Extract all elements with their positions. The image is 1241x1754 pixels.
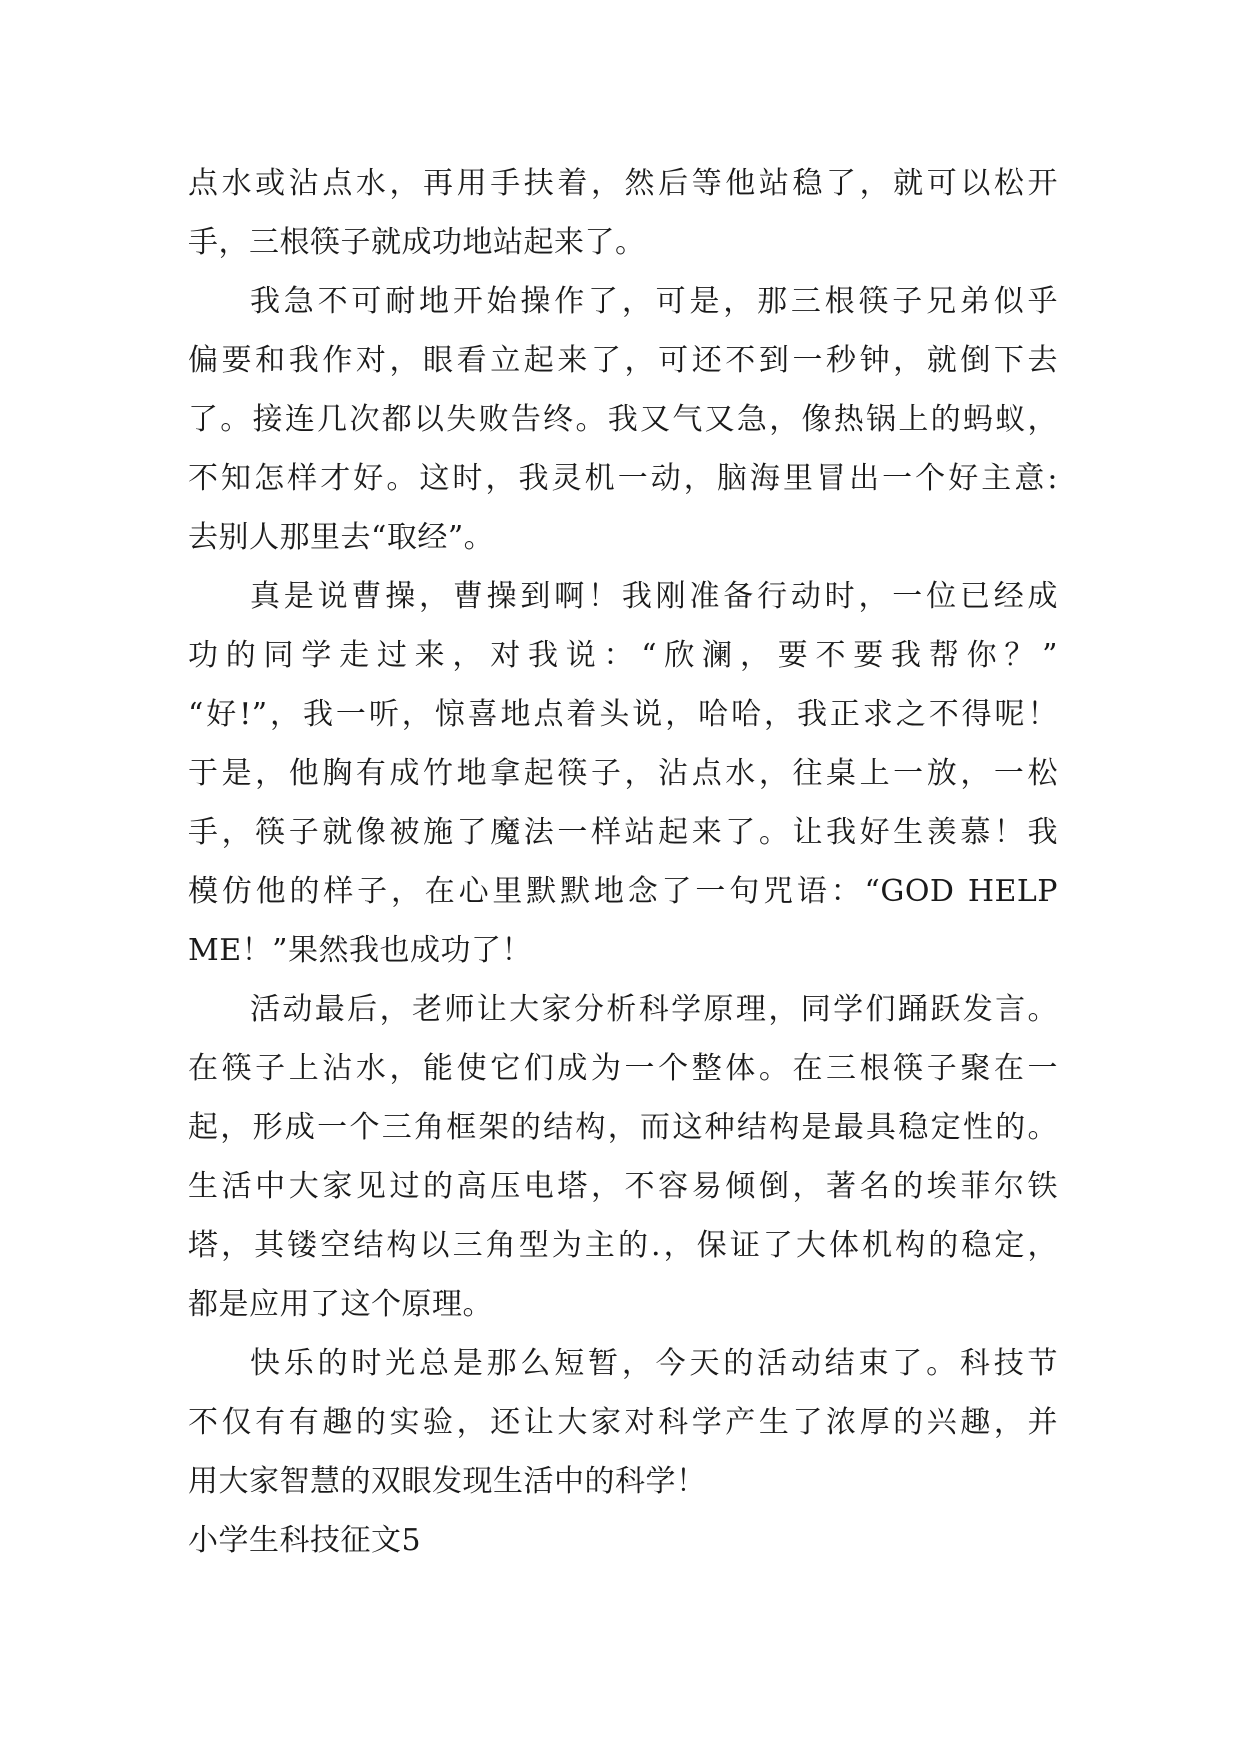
text-line: 点水或沾点水，再用手扶着，然后等他站稳了，就可以松开 [188, 166, 1058, 201]
text-line: 我急不可耐地开始操作了，可是，那三根筷子兄弟似乎 [250, 284, 1058, 319]
text-line: 生活中大家见过的高压电塔，不容易倾倒，著名的埃菲尔铁 [188, 1169, 1058, 1204]
text-line: 用大家智慧的双眼发现生活中的科学！ [188, 1464, 707, 1499]
text-line: 手，筷子就像被施了魔法一样站起来了。让我好生羡慕！我 [188, 815, 1058, 850]
text-line: 于是，他胸有成竹地拿起筷子，沾点水，往桌上一放，一松 [188, 756, 1058, 791]
text-line: 不仅有有趣的实验，还让大家对科学产生了浓厚的兴趣，并 [188, 1405, 1058, 1440]
text-line: 去别人那里去“取经”。 [188, 520, 495, 555]
text-line: 了。接连几次都以失败告终。我又气又急，像热锅上的蚂蚁， [188, 402, 1058, 437]
essay-body [188, 154, 1058, 1570]
paragraph [188, 1334, 1058, 1511]
text-line: 塔，其镂空结构以三角型为主的.，保证了大体机构的稳定， [188, 1228, 1058, 1263]
text-line: 起，形成一个三角框架的结构，而这种结构是最具稳定性的。 [188, 1110, 1058, 1145]
text-line: 不知怎样才好。这时，我灵机一动，脑海里冒出一个好主意: [188, 461, 1058, 496]
text-line: “好!”，我一听，惊喜地点着头说，哈哈，我正求之不得呢！ [188, 697, 1058, 732]
text-line: ME！”果然我也成功了！ [188, 933, 532, 968]
text-line: 活动最后，老师让大家分析科学原理，同学们踊跃发言。 [250, 992, 1058, 1027]
text-line: 快乐的时光总是那么短暂，今天的活动结束了。科技节 [250, 1346, 1058, 1381]
text-line: 手，三根筷子就成功地站起来了。 [188, 225, 646, 260]
text-line: 功的同学走过来，对我说：“欣澜，要不要我帮你？” [188, 638, 1058, 673]
text-line: 在筷子上沾水，能使它们成为一个整体。在三根筷子聚在一 [188, 1051, 1058, 1086]
text-line: 都是应用了这个原理。 [188, 1287, 493, 1322]
paragraph [188, 272, 1058, 567]
paragraph [188, 980, 1058, 1334]
text-line: 模仿他的样子，在心里默默地念了一句咒语：“GOD HELP [188, 874, 1058, 909]
section-heading: 小学生科技征文5 [188, 1523, 422, 1558]
text-line: 真是说曹操，曹操到啊！我刚准备行动时，一位已经成 [250, 579, 1058, 614]
paragraph [188, 567, 1058, 980]
text-line: 偏要和我作对，眼看立起来了，可还不到一秒钟，就倒下去 [188, 343, 1058, 378]
paragraph [188, 154, 1058, 272]
